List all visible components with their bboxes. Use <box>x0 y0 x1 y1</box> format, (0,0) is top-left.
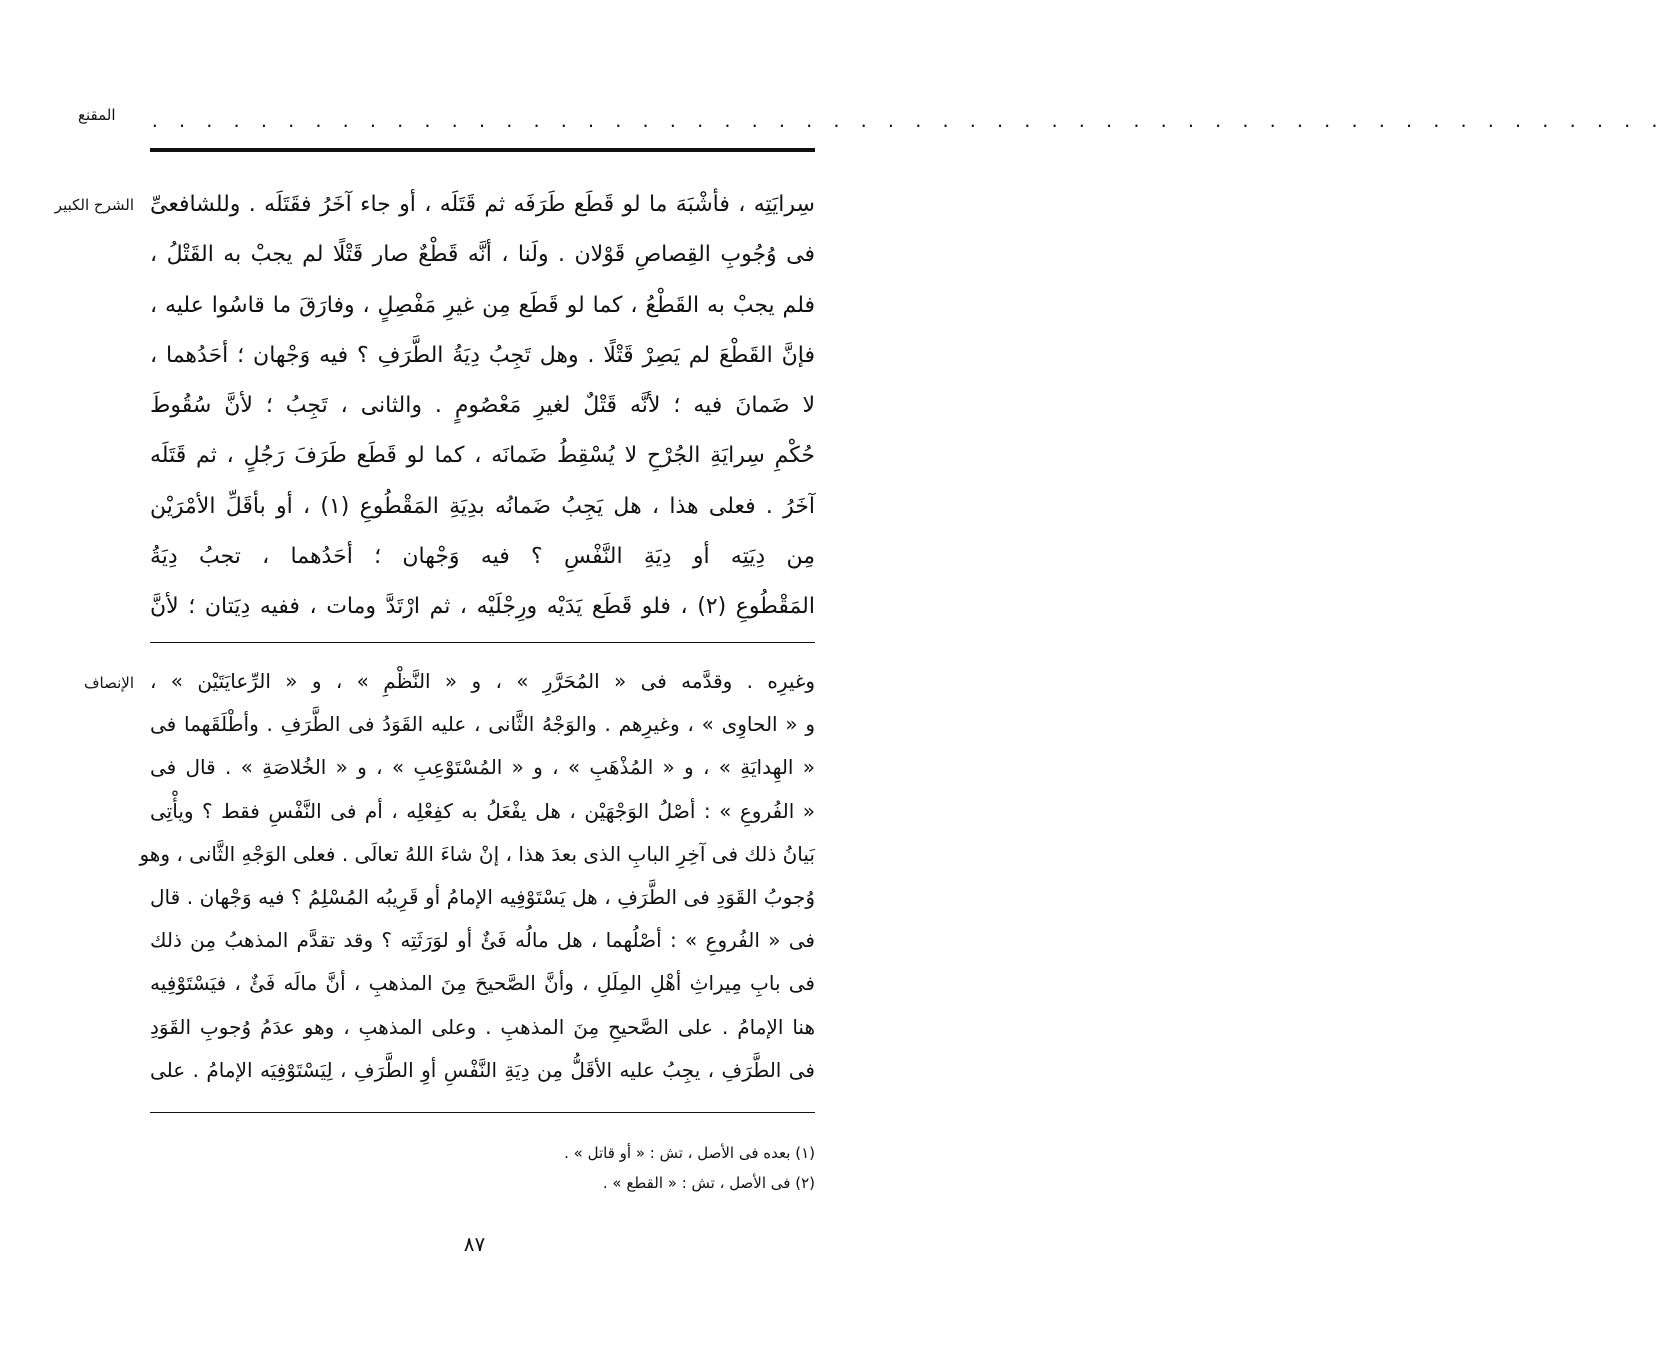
insaf-line: فى الطَّرَفِ ، يجِبُ عليه الأقَلُّ مِن دِيَةِ النَّفْسِ أوِ الطَّرَفِ ، لِيَسْتَوْفِيَه الإمامُ . على <box>150 1057 815 1082</box>
insaf-line: هنا الإمامُ . على الصَّحيحِ مِنَ المذهبِ . وعلى المذهبِ ، وهو عدَمُ وُجوبِ القَوَدِ <box>150 1014 815 1039</box>
sharh-line: مِن دِيَتِه أو دِيَةِ النَّفْسِ ؟ فيه وَجْهان ؛ أحَدُهما ، تجبُ دِيَةُ <box>150 544 815 570</box>
sharh-line: فى وُجُوبِ القِصاصِ قَوْلان . ولَنا ، أنَّه قَطْعٌ صار قَتْلًا لم يجبْ به القَتْلُ ، <box>150 242 815 268</box>
running-header-title: المقنع <box>78 106 116 124</box>
sharh-line: لا ضَمانَ فيه ؛ لأنَّه قَتْلٌ لغيرِ مَعْصُومٍ . والثانى ، تَجِبُ ؛ لأنَّ سُقُوطَ <box>150 393 815 419</box>
insaf-line: وُجوبُ القَوَدِ فى الطَّرَفِ ، هل يَسْتَوْفِيه الإمامُ أو قَرِيبُه المُسْلِمُ ؟ فيه وَجْهان . قال <box>150 884 815 909</box>
page-number: ٨٧ <box>463 1232 486 1256</box>
insaf-line: فى « الفُروعِ » : أصْلُهما ، هل مالُه فَئٌ أو لوَرَثَتِه ؟ وقد تقدَّم المذهبُ مِن ذلك <box>150 928 815 953</box>
sharh-line: سِرايَتِه ، فأشْبَهَ ما لو قَطَع طَرَفَه ثم قَتَلَه ، أو جاء آخَرُ فقَتَلَه . وللشافعىِّ <box>150 192 815 217</box>
sharh-line: فإنَّ القَطْعَ لم يَصِرْ قَتْلًا . وهل تَجِبُ دِيَةُ الطَّرَفِ ؟ فيه وَجْهان ؛ أحَدُهما ، <box>150 342 815 368</box>
footnote-2: (٢) فى الأصل ، تش : « القطع » . <box>602 1174 815 1192</box>
insaf-line: وغيرِه . وقدَّمه فى « المُحَرَّرِ » ، و « النَّظْمِ » ، و « الرِّعايَتَيْن » ، <box>150 669 815 693</box>
header-dotted-leader: . . . . . . . . . . . . . . . . . . . . . . . . . . . . . . . . . . . . . . . . . . . . . . . . . . . . . . . . <box>150 112 1663 131</box>
sharh-line: حُكْمِ سِرايَةِ الجُرْحِ لا يُسْقِطُ ضَمانَه ، كما لو قَطَع طَرَفَ رَجُلٍ ، ثم قَتَلَه <box>150 443 815 469</box>
section-divider <box>150 642 815 643</box>
sharh-line: المَقْطُوعِ (٢) ، فلو قَطَع يَدَيْه ورِجْلَيْه ، ثم ارْتَدَّ ومات ، ففيه دِيَتان ؛ لأنَّ <box>150 594 815 620</box>
insaf-line: و « الحاوِى » ، وغيرِهم . والوَجْهُ الثَّانى ، عليه القَوَدُ فى الطَّرَفِ . وأطْلَقَهما فى <box>150 712 815 737</box>
insaf-line: بَيانُ ذلك فى آخِرِ البابِ الذى بعدَ هذا ، إنْ شاءَ اللهُ تعالَى . فعلى الوَجْهِ الثَّانى ، وهو <box>139 841 815 866</box>
sharh-line: فلم يجبْ به القَطْعُ ، كما لو قَطَع مِن غيرِ مَفْصِلٍ ، وفارَقَ ما قاسُوا عليه ، <box>150 292 815 318</box>
footnotes <box>150 1138 815 1198</box>
insaf-text-block <box>139 660 815 1092</box>
header-rule <box>150 148 815 152</box>
footnote-1: (١) بعده فى الأصل ، تش : « أو قاتل » . <box>564 1144 815 1162</box>
footnote-divider <box>150 1112 815 1113</box>
sharh-line: آخَرُ . فعلى هذا ، هل يَجِبُ ضَمانُه بدِيَةِ المَقْطُوعِ (١) ، أو بأقَلِّ الأمْرَيْن <box>150 493 815 519</box>
insaf-line: « الهِدايَةِ » ، و « المُذْهَبِ » ، و « المُسْتَوْعِبِ » ، و « الخُلاصَةِ » . قال فى <box>150 755 815 780</box>
insaf-side-label: الإنصاف <box>83 674 134 692</box>
insaf-line: فى بابِ مِيراثِ أهْلِ المِلَلِ ، وأنَّ الصَّحيحَ مِنَ المذهبِ ، أنَّ مالَه فَئٌ ، فيَسْتَوْفِيه <box>150 971 815 996</box>
insaf-line: « الفُروعِ » : أصْلُ الوَجْهَيْن ، هل يفْعَلُ به كفِعْلِه ، أم فى النَّفْسِ فقط ؟ ويأْتِى <box>150 798 815 823</box>
sharh-side-label: الشرح الكبير <box>54 196 134 214</box>
sharh-text-block <box>150 180 815 633</box>
